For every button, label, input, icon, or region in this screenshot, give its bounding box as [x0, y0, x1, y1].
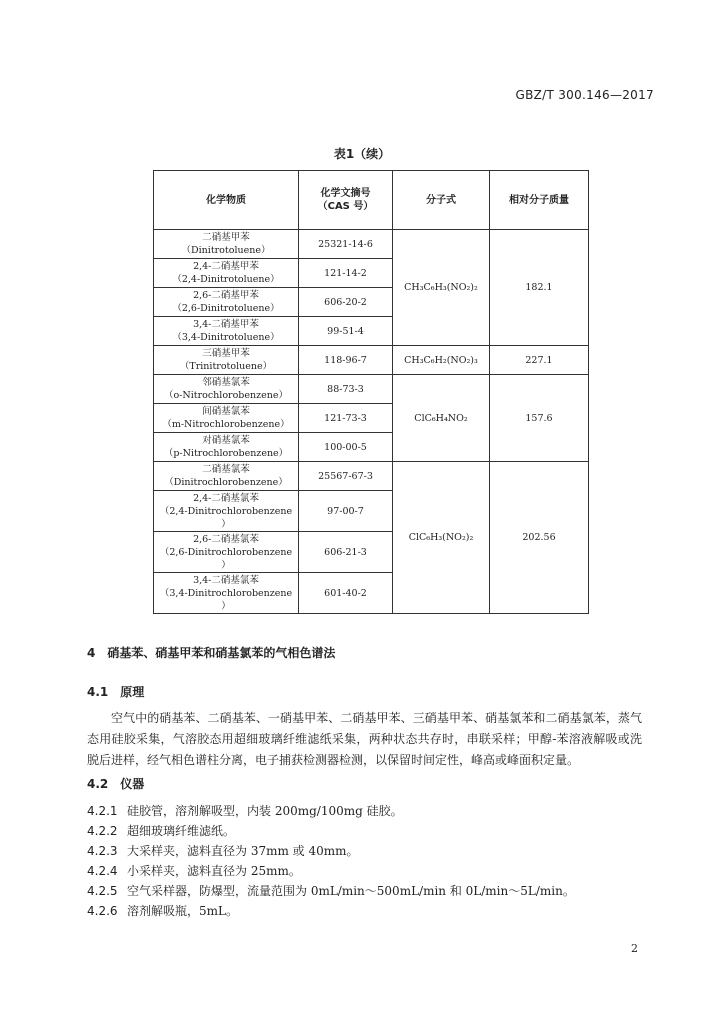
cas-number: 606-20-2	[299, 288, 393, 317]
chemical-table	[153, 170, 589, 614]
instrument-item	[87, 902, 238, 919]
cas-number: 121-14-2	[299, 259, 393, 288]
header-cas-line1: 化学文摘号	[320, 188, 371, 199]
header-name: 化学物质	[154, 171, 299, 230]
item-number: 4.2.6	[87, 904, 118, 918]
section-4-2-heading: 4.2 仪器	[87, 777, 145, 791]
item-text: 小采样夹，滤料直径为 25mm。	[127, 864, 301, 878]
cas-number: 99-51-4	[299, 317, 393, 346]
chemical-name	[154, 317, 299, 346]
item-text: 硅胶管，溶剂解吸型，内装 200mg/100mg 硅胶。	[127, 804, 403, 818]
table-row	[154, 462, 589, 491]
chemical-name	[154, 375, 299, 404]
name-en: （2,4-Dinitrochlorobenzene	[159, 505, 293, 517]
molecular-formula: ClC₆H₃(NO₂)₂	[393, 462, 490, 614]
molecular-mass: 157.6	[490, 375, 589, 462]
chemical-name	[154, 532, 299, 573]
item-number: 4.2.2	[87, 824, 118, 838]
instrument-item	[87, 882, 575, 899]
cas-number: 606-21-3	[299, 532, 393, 573]
name-en: （Trinitrotoluene）	[179, 361, 273, 372]
page-number: 2	[631, 942, 638, 955]
name-en: （Dinitrotoluene）	[181, 245, 271, 256]
header-formula: 分子式	[393, 171, 490, 230]
chemical-name	[154, 404, 299, 433]
molecular-mass: 202.56	[490, 462, 589, 614]
molecular-formula: CH₃C₆H₃(NO₂)₂	[393, 230, 490, 346]
instrument-item	[87, 822, 235, 839]
name-en: （m-Nitrochlorobenzene）	[162, 419, 290, 430]
name-cn: 间硝基氯苯	[202, 406, 250, 417]
chemical-name	[154, 573, 299, 614]
molecular-formula: CH₃C₆H₂(NO₂)₃	[393, 346, 490, 375]
name-en: （2,6-Dinitrotoluene）	[172, 303, 280, 314]
name-en: （o-Nitrochlorobenzene）	[163, 390, 288, 401]
name-en: （2,4-Dinitrotoluene）	[172, 274, 280, 285]
chemical-name	[154, 259, 299, 288]
name-cn: 二硝基甲苯	[202, 232, 250, 243]
name-en-tail: ）	[221, 600, 231, 612]
table-row	[154, 375, 589, 404]
name-en-tail: ）	[221, 518, 231, 530]
item-number: 4.2.3	[87, 844, 118, 858]
instrument-item	[87, 802, 403, 819]
section-4-1-heading: 4.1 原理	[87, 685, 145, 699]
name-cn: 二硝基氯苯	[202, 464, 250, 475]
table-header-row	[154, 171, 589, 230]
item-number: 4.2.5	[87, 884, 118, 898]
cas-number: 88-73-3	[299, 375, 393, 404]
molecular-mass: 182.1	[490, 230, 589, 346]
name-en: （Dinitrochlorobenzene）	[164, 477, 288, 488]
cas-number: 118-96-7	[299, 346, 393, 375]
cas-number: 121-73-3	[299, 404, 393, 433]
instrument-item	[87, 842, 359, 859]
cas-number: 97-00-7	[299, 491, 393, 532]
name-cn: 邻硝基氯苯	[202, 377, 250, 388]
name-en-tail: ）	[221, 559, 231, 571]
item-text: 溶剂解吸瓶，5mL。	[127, 904, 238, 918]
name-cn: 对硝基氯苯	[202, 435, 250, 446]
table-row	[154, 230, 589, 259]
header-mass: 相对分子质量	[490, 171, 589, 230]
item-text: 空气采样器，防爆型，流量范围为 0mL/min～500mL/min 和 0L/min～5L/min。	[127, 884, 575, 898]
item-text: 超细玻璃纤维滤纸。	[127, 824, 236, 838]
chemical-name	[154, 462, 299, 491]
cas-number: 25321-14-6	[299, 230, 393, 259]
name-en: （3,4-Dinitrotoluene）	[172, 332, 280, 343]
chemical-name	[154, 433, 299, 462]
name-cn: 2,4-二硝基甲苯	[193, 261, 259, 272]
cas-number: 25567-67-3	[299, 462, 393, 491]
chemical-name	[154, 346, 299, 375]
cas-number: 601-40-2	[299, 573, 393, 614]
name-cn: 2,6-二硝基甲苯	[193, 290, 259, 301]
name-cn: 2,6-二硝基氯苯	[193, 533, 259, 545]
name-cn: 2,4-二硝基氯苯	[193, 492, 259, 504]
header-cas-line2: （CAS 号）	[317, 201, 374, 212]
name-cn: 3,4-二硝基甲苯	[193, 319, 259, 330]
item-text: 大采样夹，滤料直径为 37mm 或 40mm。	[127, 844, 359, 858]
item-number: 4.2.4	[87, 864, 118, 878]
standard-number: GBZ/T 300.146—2017	[515, 88, 654, 102]
chemical-name	[154, 491, 299, 532]
item-number: 4.2.1	[87, 804, 118, 818]
chemical-name	[154, 288, 299, 317]
principle-paragraph: 空气中的硝基苯、二硝基苯、一硝基甲苯、二硝基甲苯、三硝基甲苯、硝基氯苯和二硝基氯苯，蒸气态用硅胶采集，气溶胶态用超细玻璃纤维滤纸采集，两种状态共存时，串联采样；甲醇-苯溶液解吸或洗脱后进样，经气相色谱柱分离，电子捕获检测器检测，以保留时间定性，峰高或峰面积定量。	[87, 711, 642, 767]
name-cn: 3,4-二硝基氯苯	[193, 574, 259, 586]
name-en: （2,6-Dinitrochlorobenzene	[159, 546, 293, 558]
name-en: （3,4-Dinitrochlorobenzene	[159, 587, 293, 599]
chemical-name	[154, 230, 299, 259]
name-cn: 三硝基甲苯	[202, 348, 250, 359]
molecular-formula: ClC₆H₄NO₂	[393, 375, 490, 462]
section-4-heading: 4 硝基苯、硝基甲苯和硝基氯苯的气相色谱法	[87, 646, 336, 660]
table-row	[154, 346, 589, 375]
name-en: （p-Nitrochlorobenzene）	[163, 448, 289, 459]
instrument-item	[87, 862, 301, 879]
cas-number: 100-00-5	[299, 433, 393, 462]
molecular-mass: 227.1	[490, 346, 589, 375]
header-cas	[299, 171, 393, 230]
table-title: 表1（续）	[333, 147, 391, 161]
